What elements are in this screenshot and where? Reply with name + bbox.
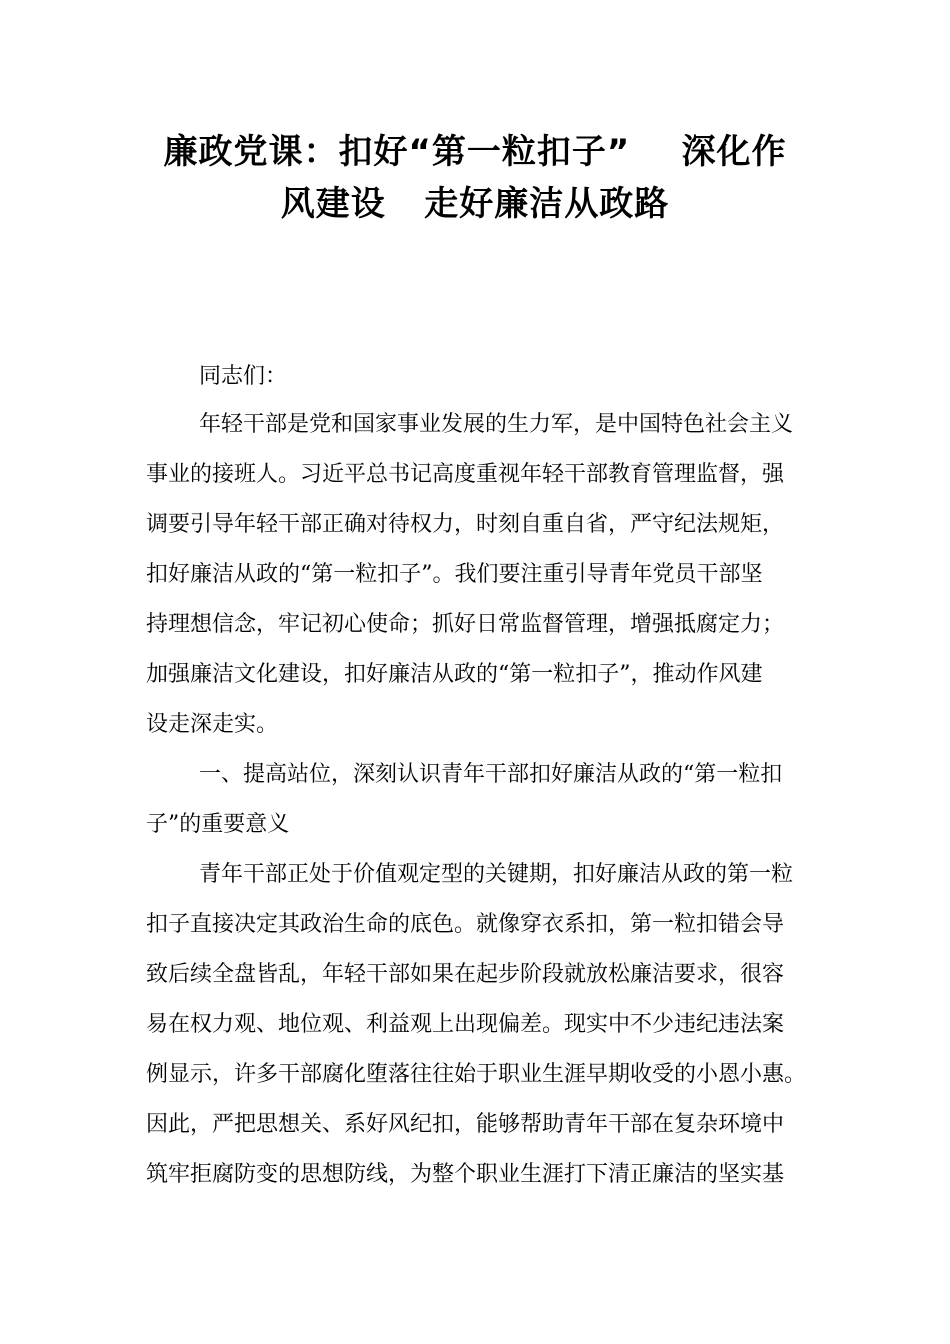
paragraph-1-line: 年轻干部是党和国家事业发展的生力军，是中国特色社会主义 — [199, 412, 794, 437]
paragraph-1-line: 调要引导年轻干部正确对待权力，时刻自重自省，严守纪法规矩， — [146, 512, 785, 537]
paragraph-2-line: 筑牢拒腐防变的思想防线，为整个职业生涯打下清正廉洁的坚实基 — [146, 1162, 785, 1187]
paragraph-2-line: 青年干部正处于价值观定型的关键期，扣好廉洁从政的第一粒 — [199, 862, 794, 887]
paragraph-2-line: 易在权力观、地位观、利益观上出现偏差。现实中不少违纪违法案 — [146, 1012, 785, 1037]
document-title-line-2: 风建设 走好廉洁从政路 — [280, 184, 670, 224]
salutation: 同志们： — [199, 364, 288, 389]
section-heading-line: 一、提高站位，深刻认识青年干部扣好廉洁从政的“第一粒扣 — [199, 762, 783, 787]
paragraph-1-line: 加强廉洁文化建设，扣好廉洁从政的“第一粒扣子”，推动作风建 — [146, 662, 763, 687]
paragraph-2-line: 扣子直接决定其政治生命的底色。就像穿衣系扣，第一粒扣错会导 — [146, 912, 785, 937]
paragraph-1-line: 持理想信念，牢记初心使命；抓好日常监督管理，增强抵腐定力； — [146, 612, 785, 637]
paragraph-1-line: 事业的接班人。习近平总书记高度重视年轻干部教育管理监督，强 — [146, 462, 785, 487]
paragraph-2-line: 致后续全盘皆乱，年轻干部如果在起步阶段就放松廉洁要求，很容 — [146, 962, 785, 987]
document-title-line-1: 廉政党课：扣好“第一粒扣子” 深化作 — [163, 132, 787, 172]
paragraph-1-line: 扣好廉洁从政的“第一粒扣子”。我们要注重引导青年党员干部坚 — [146, 562, 763, 587]
paragraph-2-line: 例显示，许多干部腐化堕落往往始于职业生涯早期收受的小恩小惠。 — [146, 1062, 807, 1087]
section-heading-line: 子”的重要意义 — [146, 812, 290, 837]
paragraph-1-line: 设走深走实。 — [146, 712, 279, 737]
paragraph-2-line: 因此，严把思想关、系好风纪扣，能够帮助青年干部在复杂环境中 — [146, 1112, 785, 1137]
